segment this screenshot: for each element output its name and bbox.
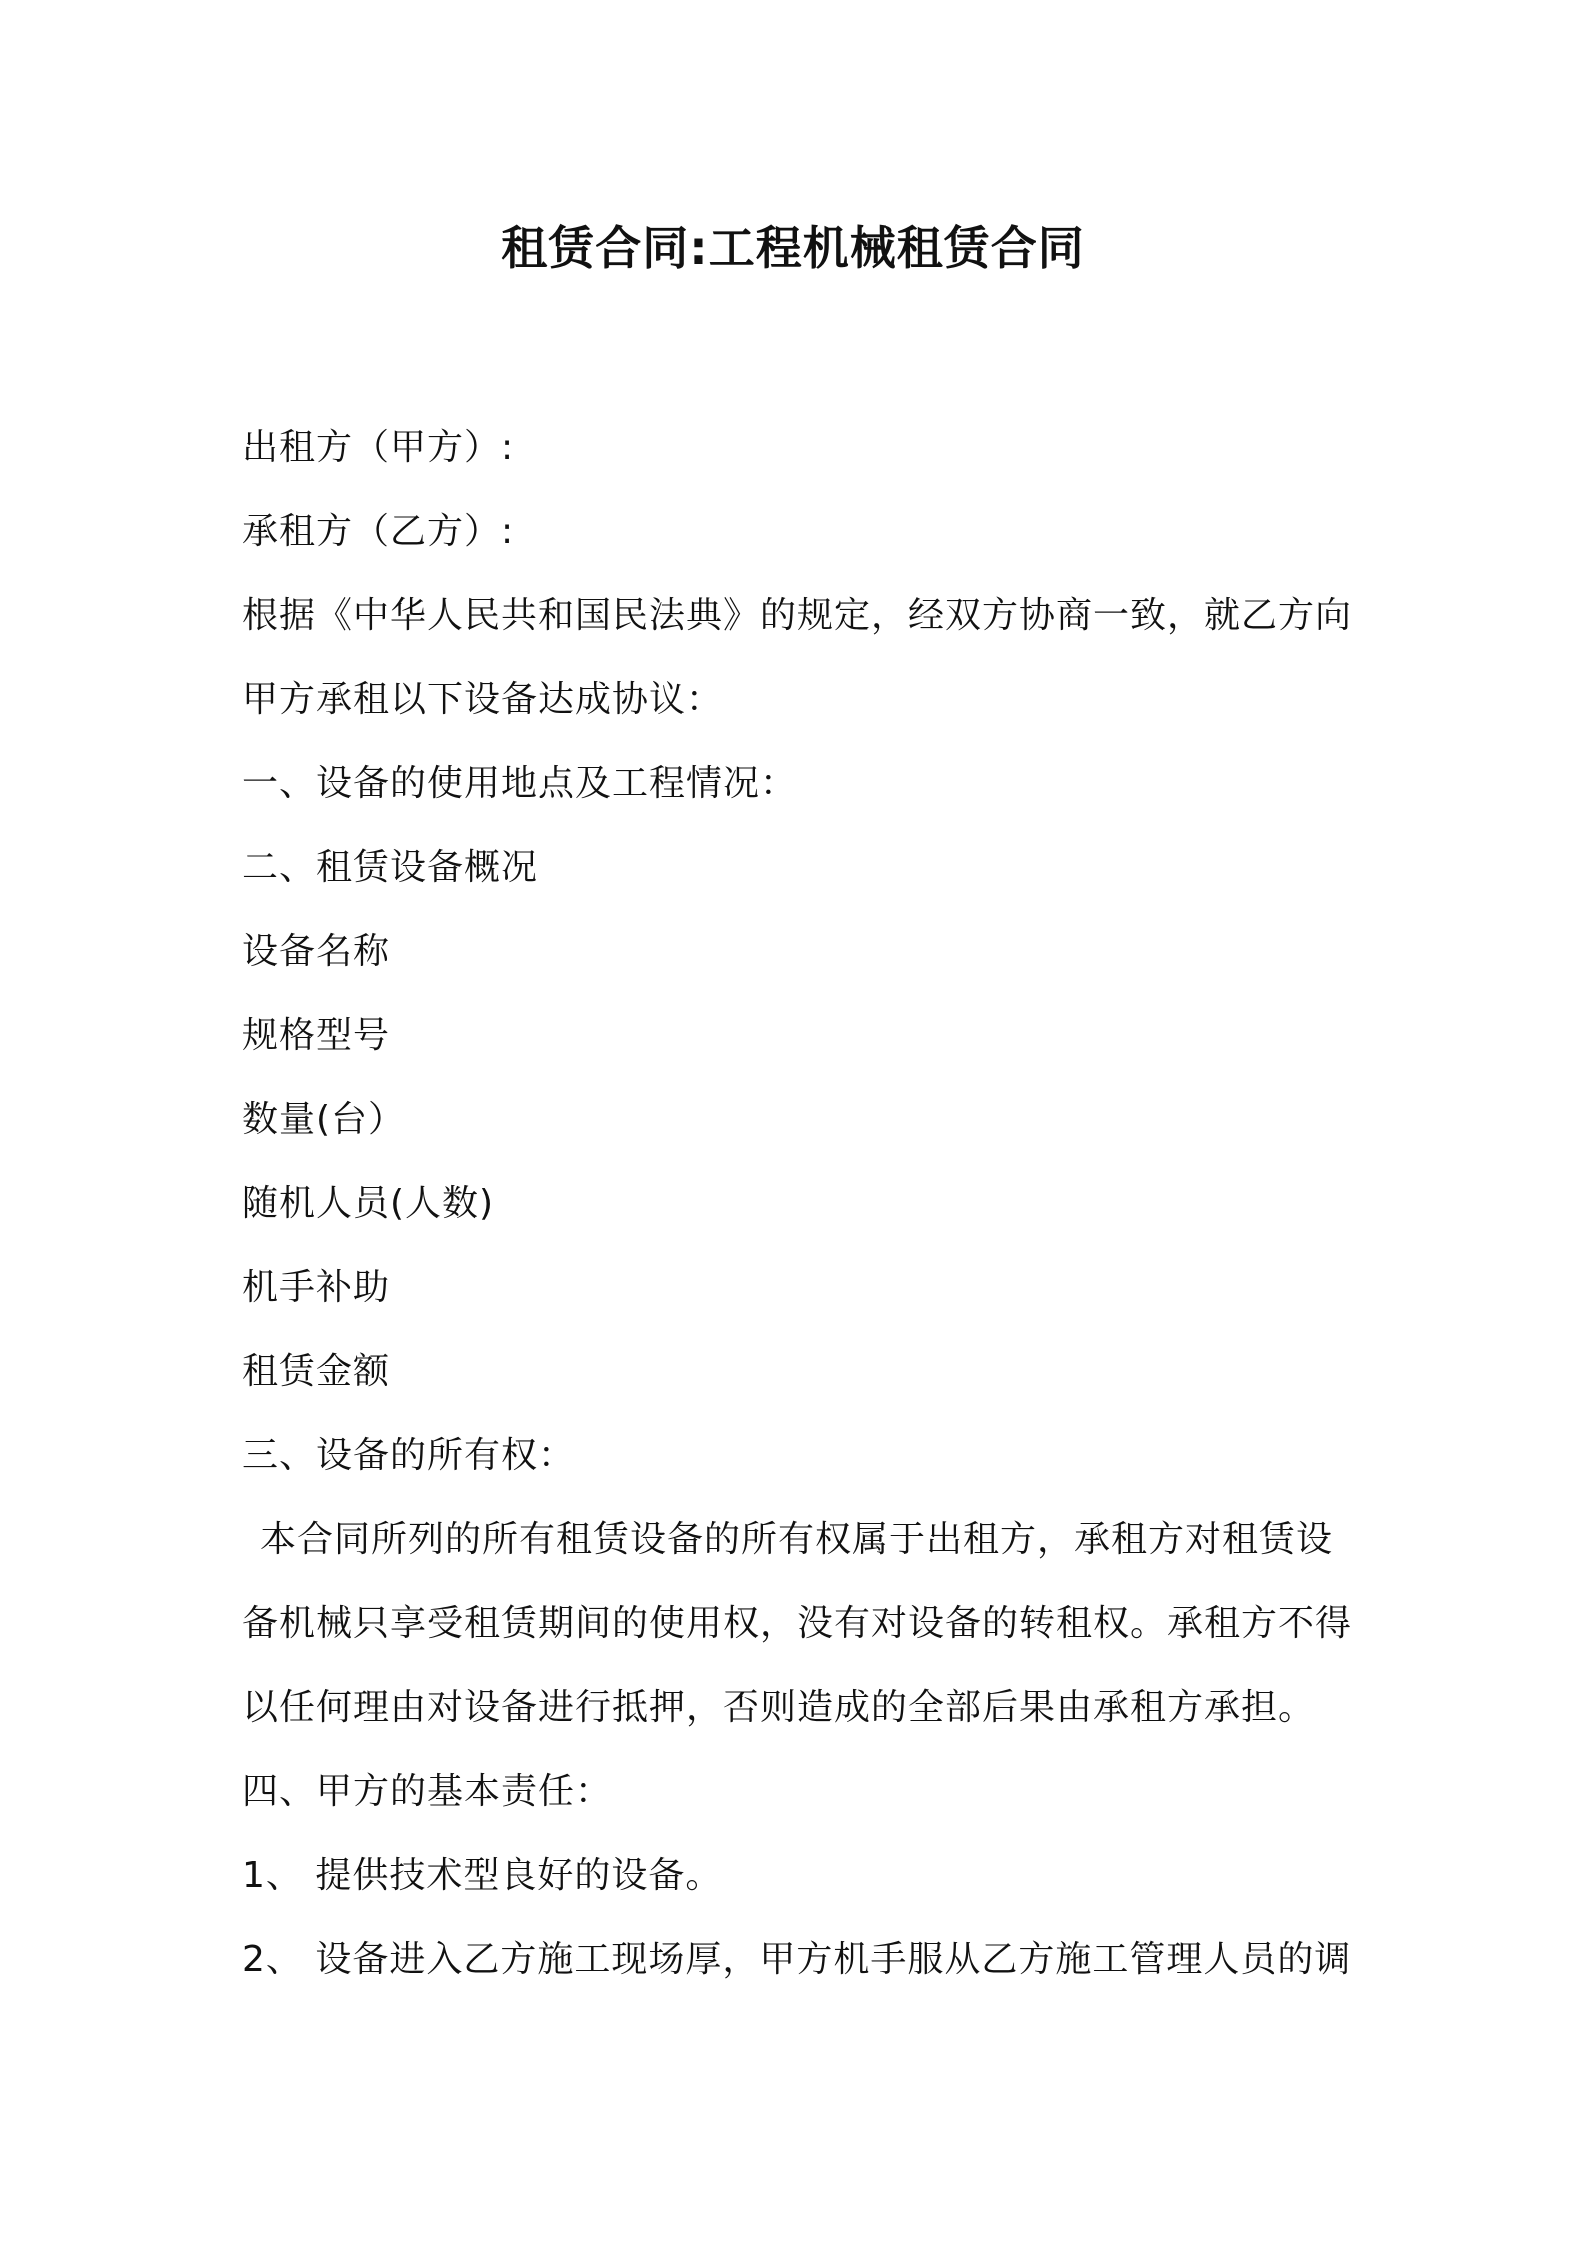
ownership-paragraph-line-1: 本合同所列的所有租赁设备的所有权属于出租方，承租方对租赁设 [260,1519,1334,1560]
preamble-line-2: 甲方承租以下设备达成协议： [242,679,724,720]
party-a-duty-1: 1、 提供技术型良好的设备。 [242,1855,723,1896]
ownership-paragraph-line-2: 备机械只享受租赁期间的使用权，没有对设备的转租权。承租方不得 [242,1603,1353,1644]
lessee-line: 承租方（乙方）: [242,511,515,552]
model-spec-field: 规格型号 [242,1015,391,1056]
section-1-heading: 一、设备的使用地点及工程情况： [242,763,798,804]
document-body [242,406,1362,2002]
operator-subsidy-field: 机手补助 [242,1267,391,1308]
party-a-duty-2: 2、 设备进入乙方施工现场厚，甲方机手服从乙方施工管理人员的调 [242,1939,1352,1980]
preamble-line-1: 根据《中华人民共和国民法典》的规定，经双方协商一致，就乙方向 [242,595,1353,636]
document-title: 租赁合同:工程机械租赁合同 [501,221,1085,275]
lessor-line: 出租方（甲方）: [242,427,515,468]
section-4-heading: 四、甲方的基本责任： [242,1771,613,1812]
section-3-heading: 三、设备的所有权： [242,1435,576,1476]
staff-count-field: 随机人员(人数) [242,1183,495,1224]
equipment-name-field: 设备名称 [242,931,391,972]
quantity-field: 数量(台） [242,1099,406,1140]
section-2-heading: 二、租赁设备概况 [242,847,539,888]
rental-amount-field: 租赁金额 [242,1351,391,1392]
ownership-paragraph-line-3: 以任何理由对设备进行抵押，否则造成的全部后果由承租方承担。 [242,1687,1316,1728]
